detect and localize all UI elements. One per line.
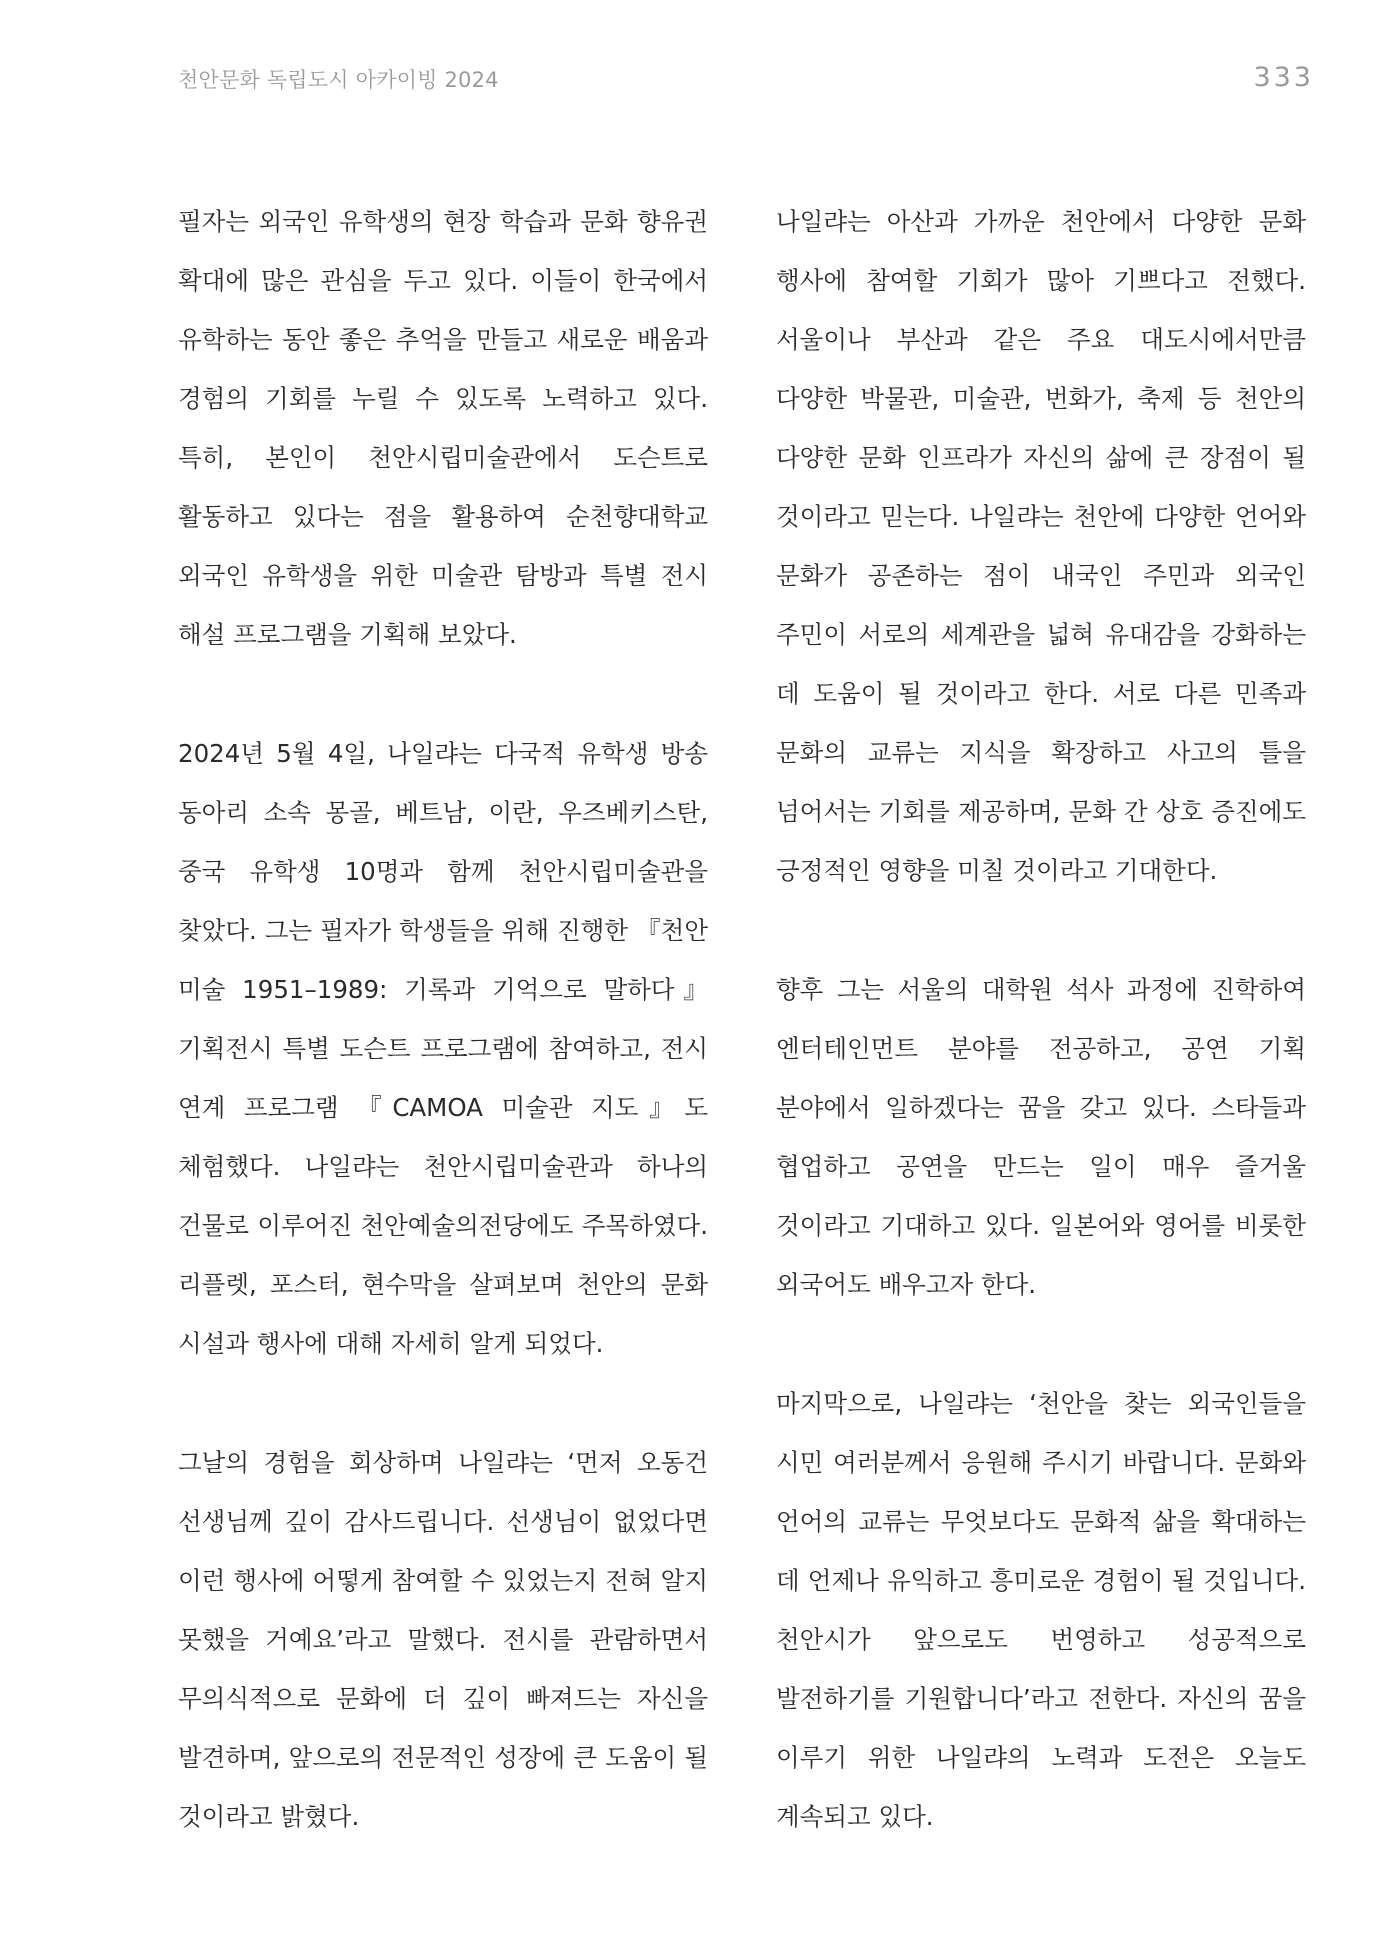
paragraph-cultural-events: 나일랴는 아산과 가까운 천안에서 다양한 문화 행사에 참여할 기회가 많아 기쁘다고 전했다. 서울이나 부산과 같은 주요 대도시에서만큼 다양한 박물관, 미술관, 번화가, 축제 등 천안의 다양한 문화 인프라가 자신의 삶에 큰 장점이 될 것이라고 믿는다. 나일랴는 천안에 다양한 언어와 문화가 공존하는 점이 내국인 주민과 외국인 주민이 서로의 세계관을 넓혀 유대감을 강화하는 데 도움이 될 것이라고 한다. 서로 다른 민족과 문화의 교류는 지식을 확장하고 사고의 틀을 넘어서는 기회를 제공하며, 문화 간 상호 증진에도 긍정적인 영향을 미칠 것이라고 기대한다. xyxy=(776,207,1306,885)
left-column xyxy=(178,192,708,1906)
paragraph-closing: 마지막으로, 나일랴는 ‘천안을 찾는 외국인들을 시민 여러분께서 응원해 주시기 바랍니다. 문화와 언어의 교류는 무엇보다도 문화적 삶을 확대하는 데 언제나 유익하고 흥미로운 경험이 될 것입니다. 천안시가 앞으로도 번영하고 성공적으로 발전하기를 기원합니다’라고 전한다. 자신의 꿈을 이루기 위한 나일랴의 노력과 도전은 오늘도 계속되고 있다. xyxy=(776,1389,1306,1831)
paragraph-museum-visit: 2024년 5월 4일, 나일랴는 다국적 유학생 방송 동아리 소속 몽골, 베트남, 이란, 우즈베키스탄, 중국 유학생 10명과 함께 천안시립미술관을 찾았다. 그는 필자가 학생들을 위해 진행한 『천안 미술 1951–1989: 기록과 기억으로 말하다』 기획전시 특별 도슨트 프로그램에 참여하고, 전시 연계 프로그램 『CAMOA 미술관 지도』도 체험했다. 나일랴는 천안시립미술관과 하나의 건물로 이루어진 천안예술의전당에도 주목하였다. 리플렛, 포스터, 현수막을 살펴보며 천안의 문화 시설과 행사에 대해 자세히 알게 되었다. xyxy=(178,739,708,1358)
paragraph-future-plans: 향후 그는 서울의 대학원 석사 과정에 진학하여 엔터테인먼트 분야를 전공하고, 공연 기획 분야에서 일하겠다는 꿈을 갖고 있다. 스타들과 협업하고 공연을 만드는 일이 매우 즐거울 것이라고 기대하고 있다. 일본어와 영어를 비롯한 외국어도 배우고자 한다. xyxy=(776,975,1306,1299)
right-column xyxy=(776,192,1306,1906)
paragraph-reflection: 그날의 경험을 회상하며 나일랴는 ‘먼저 오동건 선생님께 깊이 감사드립니다. 선생님이 없었다면 이런 행사에 어떻게 참여할 수 있었는지 전혀 알지 못했을 거예요’라고 말했다. 전시를 관람하면서 무의식적으로 문화에 더 깊이 빠져드는 자신을 발견하며, 앞으로의 전문적인 성장에 큰 도움이 될 것이라고 밝혔다. xyxy=(178,1448,708,1831)
running-header: 천안문화 독립도시 아카이빙 2024 xyxy=(178,68,499,92)
paragraph-intro: 필자는 외국인 유학생의 현장 학습과 문화 향유권 확대에 많은 관심을 두고 있다. 이들이 한국에서 유학하는 동안 좋은 추억을 만들고 새로운 배움과 경험의 기회를 누릴 수 있도록 노력하고 있다. 특히, 본인이 천안시립미술관에서 도슨트로 활동하고 있다는 점을 활용하여 순천향대학교 외국인 유학생을 위한 미술관 탐방과 특별 전시 해설 프로그램을 기획해 보았다. xyxy=(178,207,708,649)
page-number: 333 xyxy=(1253,62,1314,93)
